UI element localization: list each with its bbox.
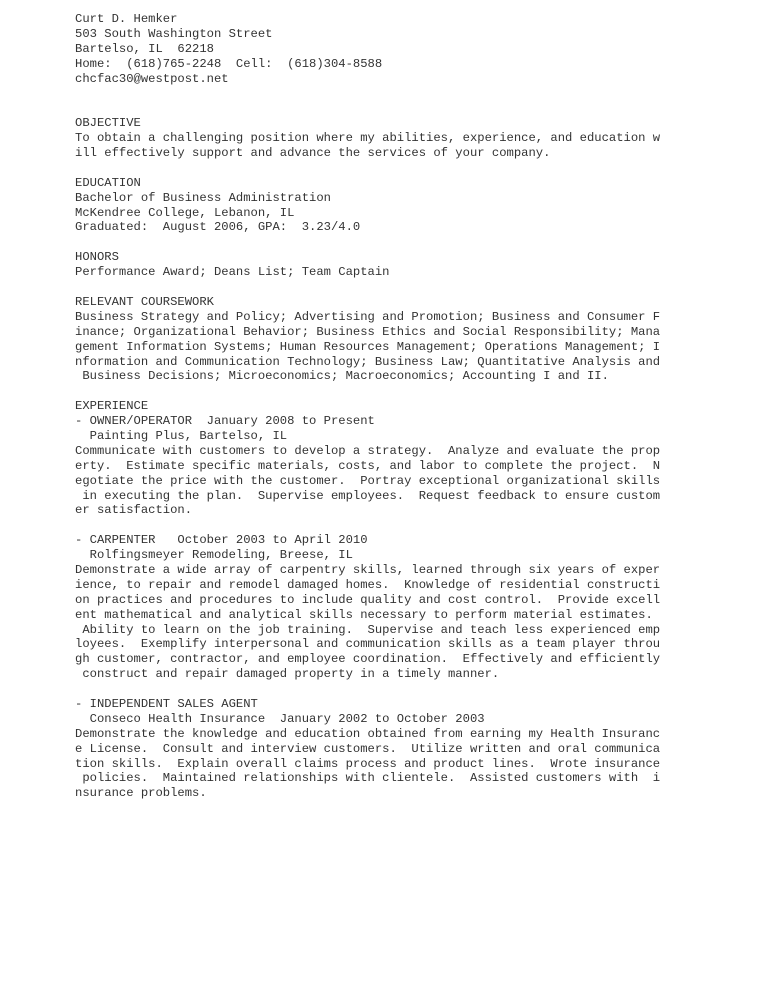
coursework-section (75, 295, 675, 384)
coursework-line: inance; Organizational Behavior; Business Ethics and Social Responsibility; Mana (75, 324, 661, 339)
job-title: - INDEPENDENT SALES AGENT (75, 696, 258, 711)
education-school: McKendree College, Lebanon, IL (75, 205, 295, 220)
honors-text: Performance Award; Deans List; Team Captain (75, 265, 390, 280)
coursework-line: Business Decisions; Microeconomics; Macroeconomics; Accounting I and II. (75, 369, 609, 384)
experience-section (75, 399, 675, 801)
job-title: - CARPENTER October 2003 to April 2010 (75, 533, 368, 548)
section-heading-honors: HONORS (75, 250, 119, 265)
job-description-line: Demonstrate a wide array of carpentry skills, learned through six years of exper (75, 562, 661, 577)
coursework-line: gement Information Systems; Human Resources Management; Operations Management; I (75, 339, 661, 354)
spacer (75, 86, 675, 116)
job-description-line: er satisfaction. (75, 503, 193, 518)
job-description-line: erty. Estimate specific materials, costs, and labor to complete the project. N (75, 458, 661, 473)
contact-name: Curt D. Hemker (75, 12, 178, 26)
job-description-line: Ability to learn on the job training. Supervise and teach less experienced emp (75, 622, 661, 637)
job-description-line: egotiate the price with the customer. Portray exceptional organizational skills (75, 473, 661, 488)
job-company: Painting Plus, Bartelso, IL (75, 428, 288, 443)
job-description-line: construct and repair damaged property in a timely manner. (75, 667, 500, 682)
spacer (75, 235, 675, 250)
job-company: Rolfingsmeyer Remodeling, Breese, IL (75, 548, 353, 563)
objective-section (75, 116, 675, 161)
spacer (75, 518, 675, 533)
contact-email: chcfac30@westpost.net (75, 71, 229, 86)
contact-phones: Home: (618)765-2248 Cell: (618)304-8588 (75, 56, 383, 71)
job-description-line: tion skills. Explain overall claims process and product lines. Wrote insurance (75, 756, 661, 771)
job-description-line: on practices and procedures to include quality and cost control. Provide excell (75, 592, 661, 607)
coursework-line: Business Strategy and Policy; Advertising and Promotion; Business and Consumer F (75, 309, 661, 324)
spacer (75, 280, 675, 295)
contact-block (75, 12, 675, 86)
objective-line: To obtain a challenging position where my abilities, experience, and education w (75, 131, 661, 146)
section-heading-experience: EXPERIENCE (75, 399, 149, 414)
job-description-line: ent mathematical and analytical skills necessary to perform material estimates. (75, 607, 653, 622)
section-heading-objective: OBJECTIVE (75, 116, 141, 131)
job-company: Conseco Health Insurance January 2002 to October 2003 (75, 711, 485, 726)
job-description-line: ience, to repair and remodel damaged homes. Knowledge of residential constructi (75, 577, 661, 592)
job-description-line: loyees. Exemplify interpersonal and communication skills as a team player throu (75, 637, 661, 652)
spacer (75, 682, 675, 697)
section-heading-coursework: RELEVANT COURSEWORK (75, 294, 214, 309)
job-description-line: policies. Maintained relationships with clientele. Assisted customers with i (75, 771, 661, 786)
spacer (75, 384, 675, 399)
section-heading-education: EDUCATION (75, 175, 141, 190)
coursework-line: nformation and Communication Technology; Business Law; Quantitative Analysis and (75, 354, 661, 369)
job-description-line: Communicate with customers to develop a strategy. Analyze and evaluate the prop (75, 443, 661, 458)
job-entry-carpenter (75, 533, 675, 682)
education-degree: Bachelor of Business Administration (75, 190, 331, 205)
job-description-line: e License. Consult and interview customers. Utilize written and oral communica (75, 741, 661, 756)
job-description-line: Demonstrate the knowledge and education obtained from earning my Health Insuranc (75, 726, 661, 741)
job-entry-sales-agent (75, 697, 675, 801)
job-title: - OWNER/OPERATOR January 2008 to Present (75, 414, 375, 429)
contact-city: Bartelso, IL 62218 (75, 41, 214, 56)
objective-line: ill effectively support and advance the services of your company. (75, 146, 551, 161)
job-description-line: in executing the plan. Supervise employees. Request feedback to ensure custom (75, 488, 661, 503)
honors-section (75, 250, 675, 280)
education-graduated: Graduated: August 2006, GPA: 3.23/4.0 (75, 220, 361, 235)
job-description-line: gh customer, contractor, and employee coordination. Effectively and efficiently (75, 652, 661, 667)
spacer (75, 161, 675, 176)
resume-document (75, 12, 675, 801)
contact-street: 503 South Washington Street (75, 26, 273, 41)
education-section (75, 176, 675, 236)
job-entry-owner-operator (75, 414, 675, 518)
job-description-line: nsurance problems. (75, 786, 207, 801)
